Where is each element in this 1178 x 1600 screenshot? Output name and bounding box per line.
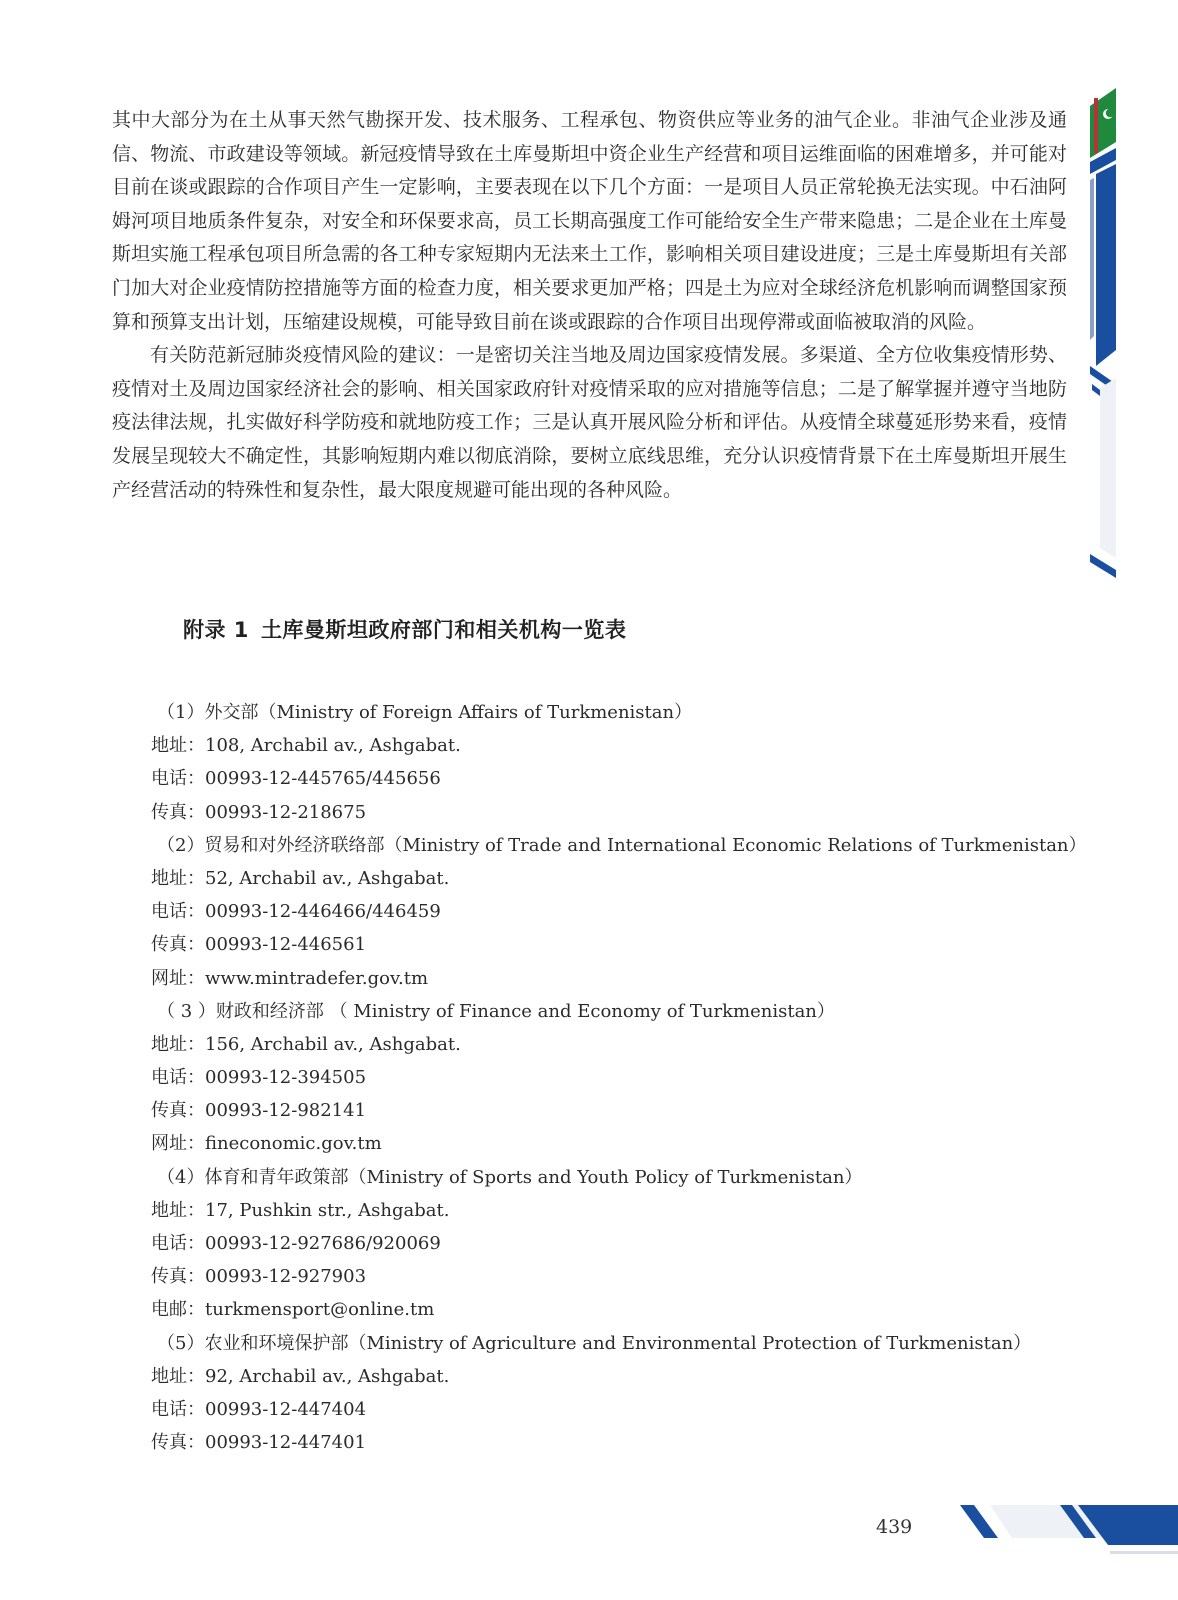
paragraph: 其中大部分为在土从事天然气勘探开发、技术服务、工程承包、物资供应等业务的油气企业。非油气企业涉及通信、物流、市政建设等领域。新冠疫情导致在土库曼斯坦中资企业生产经营和项目运维面临的困难增多，并可能对目前在谈或跟踪的合作项目产生一定影响，主要表现在以下几个方面：一是项目人员正常轮换无法实现。中石油阿姆河项目地质条件复杂，对安全和环保要求高，员工长期高强度工作可能给安全生产带来隐患；二是企业在土库曼斯坦实施工程承包项目所急需的各工种专家短期内无法来土工作，影响相关项目建设进度；三是土库曼斯坦有关部门加大对企业疫情防控措施等方面的检查力度，相关要求更加严格；四是土为应对全球经济危机影响而调整国家预算和预算支出计划，压缩建设规模，可能导致目前在谈或跟踪的合作项目出现停滞或面临被取消的风险。 [112, 109, 1067, 333]
paragraph: 有关防范新冠肺炎疫情风险的建议：一是密切关注当地及周边国家疫情发展。多渠道、全方位收集疫情形势、疫情对土及周边国家经济社会的影响、相关国家政府针对疫情采取的应对措施等信息；二是了解掌握并遵守当地防疫法律法规，扎实做好科学防疫和就地防疫工作；三是认真开展风险分析和评估。从疫情全球蔓延形势来看，疫情发展呈现较大不确定性，其影响短期内难以彻底消除，要树立底线思维，充分认识疫情背景下在土库曼斯坦开展生产经营活动的特殊性和复杂性，最大限度规避可能出现的各种风险。 [112, 344, 1067, 501]
appendix-heading [183, 614, 626, 644]
agency-field: 传真：00993-12-927903 [151, 1266, 367, 1288]
agency-title: （5）农业和环境保护部（Ministry of Agriculture and Environmental Protection of Turkmenistan） [157, 1332, 1032, 1354]
agency-field: 传真：00993-12-218675 [151, 801, 367, 823]
agency-title: （1）外交部（Ministry of Foreign Affairs of Turkmenistan） [157, 702, 693, 723]
agency-field: 传真：00993-12-447401 [151, 1432, 367, 1454]
side-decoration [1090, 88, 1178, 588]
agency-title: （2）贸易和对外经济联络部（Ministry of Trade and International Economic Relations of Turkmenistan） [157, 834, 1087, 856]
agency-directory [151, 696, 1087, 1459]
agency-field: 电话：00993-12-927686/920069 [151, 1233, 441, 1254]
flag-icon [1090, 88, 1116, 158]
agency-field: 网址：fineconomic.gov.tm [151, 1133, 382, 1155]
agency-field: 电邮：turkmensport@online.tm [151, 1299, 435, 1321]
agency-field: 传真：00993-12-446561 [151, 934, 367, 956]
agency-field: 网址：www.mintradefer.gov.tm [151, 967, 429, 989]
agency-field: 地址：52, Archabil av., Ashgabat. [151, 867, 450, 889]
appendix-number: 附录 1 [183, 618, 249, 642]
footer-decoration [960, 1505, 1178, 1600]
agency-title: （ 3 ）财政和经济部 （ Ministry of Finance and Economy of Turkmenistan） [157, 1000, 835, 1022]
agency-field: 传真：00993-12-982141 [151, 1100, 367, 1122]
agency-title: （4）体育和青年政策部（Ministry of Sports and Youth Policy of Turkmenistan） [157, 1166, 863, 1188]
agency-field: 电话：00993-12-447404 [151, 1398, 367, 1420]
agency-field: 电话：00993-12-446466/446459 [151, 901, 441, 923]
agency-field: 地址：92, Archabil av., Ashgabat. [151, 1365, 450, 1387]
agency-field: 地址：156, Archabil av., Ashgabat. [151, 1033, 461, 1055]
body-text [112, 104, 1067, 507]
appendix-title: 土库曼斯坦政府部门和相关机构一览表 [260, 618, 627, 642]
agency-field: 地址：17, Pushkin str., Ashgabat. [151, 1199, 450, 1221]
agency-field: 地址：108, Archabil av., Ashgabat. [151, 735, 461, 757]
page-number: 439 [876, 1516, 913, 1538]
agency-field: 电话：00993-12-394505 [151, 1067, 367, 1089]
agency-field: 电话：00993-12-445765/445656 [151, 768, 441, 790]
